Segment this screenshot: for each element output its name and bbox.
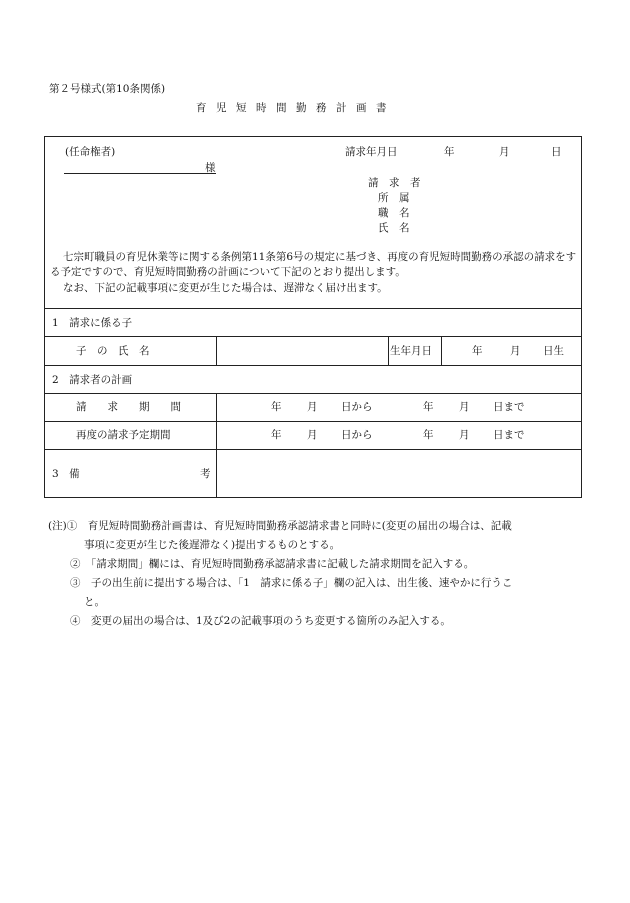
form-number: 第２号様式(第10条関係) bbox=[49, 83, 166, 95]
note-1-line-2: 事項に変更が生じた後遅滞なく)提出するものとする。 bbox=[84, 539, 341, 551]
addressee-line bbox=[64, 173, 216, 174]
section-3-title: 3 備 bbox=[52, 468, 80, 480]
requester-label: 請 求 者 bbox=[368, 177, 421, 189]
divider-line bbox=[441, 336, 442, 365]
re-period-from-year: 年 bbox=[271, 429, 282, 441]
birth-month: 月 bbox=[510, 345, 521, 357]
re-period-to-month: 月 bbox=[459, 429, 470, 441]
request-date-day: 日 bbox=[551, 146, 562, 158]
addressee-honorific: 様 bbox=[205, 162, 216, 174]
note-4: ④ 変更の届出の場合は、1及び2の記載事項のうち変更する箇所のみ記入する。 bbox=[70, 615, 451, 627]
divider-line bbox=[216, 393, 217, 498]
period-to-day: 日まで bbox=[493, 401, 525, 413]
re-request-period-label: 再度の請求予定期間 bbox=[76, 429, 171, 441]
divider-line bbox=[216, 336, 217, 365]
divider-line bbox=[44, 365, 582, 366]
birth-year: 年 bbox=[472, 345, 483, 357]
section-2-title: 2 請求者の計画 bbox=[52, 374, 133, 386]
birth-day: 日生 bbox=[543, 345, 564, 357]
request-date-label: 請求年月日 bbox=[345, 146, 398, 158]
re-period-from-day: 日から bbox=[341, 429, 373, 441]
body-paragraph-2: なお、下記の記載事項に変更が生じた場合は、遅滞なく届け出ます。 bbox=[63, 282, 388, 294]
request-period-label: 請 求 期 間 bbox=[76, 401, 181, 413]
section-1-title: 1 請求に係る子 bbox=[52, 317, 133, 329]
note-2: ② 「請求期間」欄には、育児短時間勤務承認請求書に記載した請求期間を記入する。 bbox=[70, 558, 475, 570]
request-date-year: 年 bbox=[444, 146, 455, 158]
requester-affiliation: 所 属 bbox=[378, 192, 410, 204]
re-period-to-year: 年 bbox=[423, 429, 434, 441]
note-3-line-2: と。 bbox=[84, 596, 105, 608]
period-from-day: 日から bbox=[341, 401, 373, 413]
re-period-from-month: 月 bbox=[307, 429, 318, 441]
period-to-year: 年 bbox=[423, 401, 434, 413]
divider-line bbox=[44, 308, 582, 309]
child-name-label: 子 の 氏 名 bbox=[76, 345, 150, 357]
period-from-year: 年 bbox=[271, 401, 282, 413]
addressee-label: (任命権者) bbox=[65, 146, 116, 158]
divider-line bbox=[44, 421, 582, 422]
period-from-month: 月 bbox=[307, 401, 318, 413]
divider-line bbox=[44, 449, 582, 450]
body-paragraph-1: 七宗町職員の育児休業等に関する条例第11条第6号の規定に基づき、再度の育児短時間勤務の承認の請求をする予定ですので、育児短時間勤務の計画について下記のとおり提出します。 bbox=[50, 251, 577, 278]
note-3-line-1: ③ 子の出生前に提出する場合は、「1 請求に係る子」欄の記入は、出生後、速やかに行うこ bbox=[70, 577, 513, 589]
period-to-month: 月 bbox=[459, 401, 470, 413]
birth-date-label: 生年月日 bbox=[390, 345, 432, 357]
divider-line bbox=[44, 393, 582, 394]
requester-position: 職 名 bbox=[378, 207, 410, 219]
re-period-to-day: 日まで bbox=[493, 429, 525, 441]
note-1-line-1: (注)① 育児短時間勤務計画書は、育児短時間勤務承認請求書と同時に(変更の届出の場合は、記載 bbox=[48, 520, 512, 532]
divider-line bbox=[388, 336, 389, 365]
requester-name: 氏 名 bbox=[378, 222, 410, 234]
divider-line bbox=[44, 336, 582, 337]
page-title: 育児短時間勤務計画書 bbox=[196, 102, 396, 114]
section-3-title-end: 考 bbox=[200, 468, 211, 480]
request-date-month: 月 bbox=[499, 146, 510, 158]
